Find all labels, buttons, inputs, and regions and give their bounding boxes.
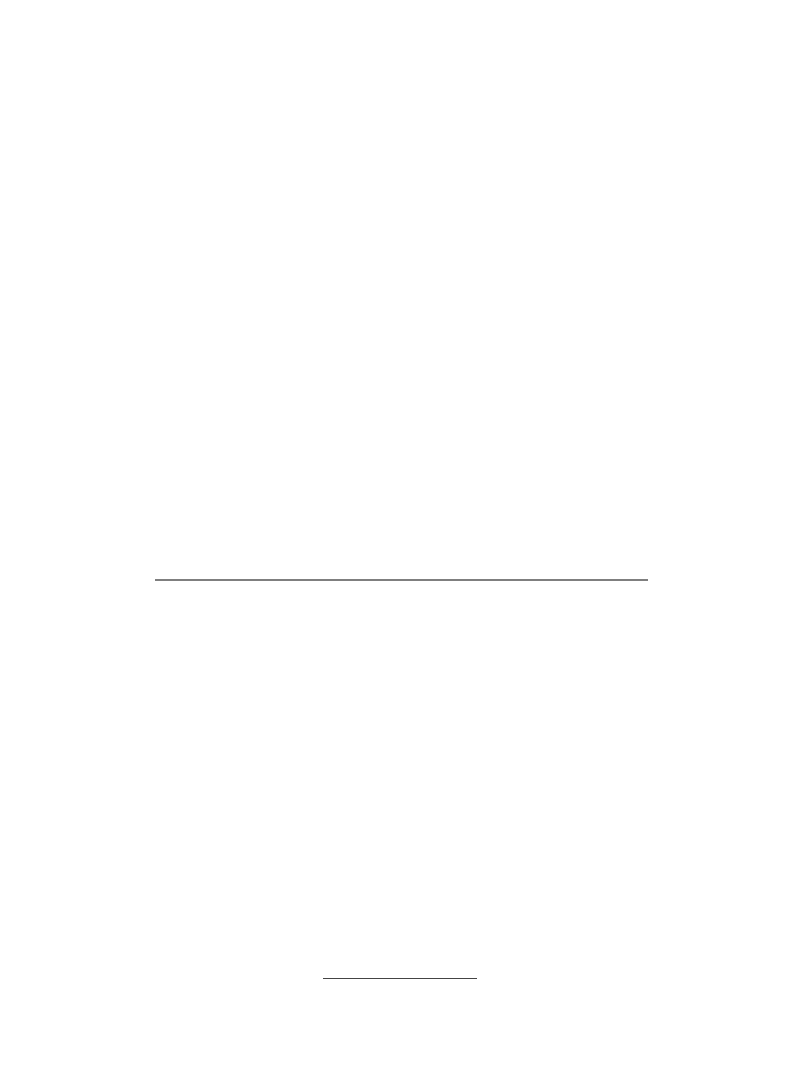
section-b2-heading xyxy=(90,657,128,672)
footer-rule xyxy=(323,978,477,979)
section-b1-heading xyxy=(90,236,128,251)
chromatogram xyxy=(150,295,655,590)
chromatogram-svg xyxy=(150,295,655,590)
